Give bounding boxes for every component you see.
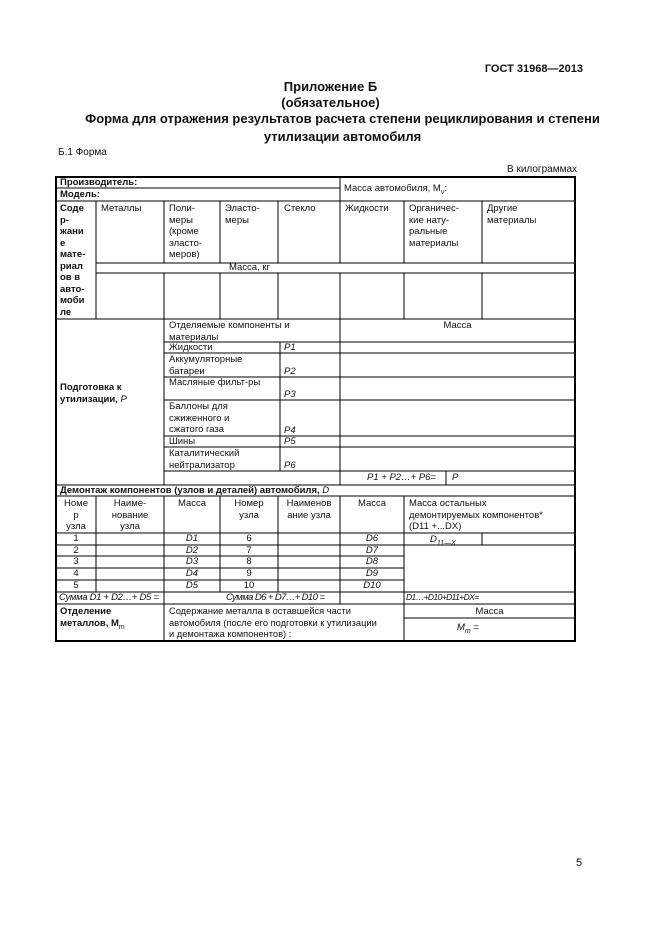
row-2-mass: D2 xyxy=(185,545,199,556)
components-header: Отделяемые компоненты и материалы xyxy=(169,320,290,343)
row-2-number: 2 xyxy=(73,545,79,556)
standard-number: ГОСТ 31968—2013 xyxy=(484,63,583,75)
annex-status: (обязательное) xyxy=(281,95,380,110)
col-polymers: Поли- меры (кроме эласто- меров) xyxy=(169,203,202,260)
other-components-cell: $D_{11—X}$ xyxy=(430,534,456,547)
row-5-number: 5 xyxy=(73,580,79,591)
metal-content-text: Содержание металла в оставшейся части автомобиля (после его подготовки к утилизации и демонтажа компонентов) : xyxy=(169,606,377,639)
mass-kg-label: Масса, кг xyxy=(229,262,270,273)
row-1-number: 1 xyxy=(73,533,79,544)
row-1-mass: D1 xyxy=(185,533,199,544)
row-7-number: 7 xyxy=(246,545,252,556)
col-other: Другие материалы xyxy=(487,203,537,226)
item-fluids: Жидкости xyxy=(169,342,213,353)
col-glass: Стекло xyxy=(284,203,316,214)
form-title-line1: Форма для отражения результатов расчета степени рециклирования и степени xyxy=(85,111,600,126)
manufacturer-label: Производитель: xyxy=(60,177,138,188)
row-3-number: 3 xyxy=(73,556,79,567)
sum-left: Сумма D1 + D2…+ D5 = xyxy=(59,592,159,603)
col-node-name: Наиме- нование узла xyxy=(111,498,149,532)
symbol-p4: P4 xyxy=(284,425,296,436)
row-9-number: 9 xyxy=(246,568,252,579)
dismantling-title: Демонтаж компонентов (узлов и деталей) автомобиля, D xyxy=(60,485,330,496)
col-node-number-2: Номер узла xyxy=(234,498,264,521)
col-metals: Металлы xyxy=(101,203,142,214)
col-elastomers: Эласто- меры xyxy=(225,203,260,226)
pretreatment-mass-header: Масса xyxy=(443,320,472,331)
metal-separation-label: Отделение металлов, $M_m$ xyxy=(60,606,125,631)
symbol-p2: P2 xyxy=(284,366,296,377)
metal-mass-header: Масса xyxy=(475,606,504,617)
col-node-mass: Масса xyxy=(177,498,207,509)
row-9-mass: D9 xyxy=(365,568,379,579)
metal-mass-mm: $M_m$ = xyxy=(457,622,479,635)
pretreatment-sum-formula: P1 + P2…+ P6= xyxy=(367,472,436,483)
symbol-p6: P6 xyxy=(284,460,296,471)
row-5-mass: D5 xyxy=(185,580,199,591)
col-node-number: Номе р узла xyxy=(64,498,88,532)
symbol-p5: P5 xyxy=(284,436,296,447)
col-other-components: Масса остальных демонтируемых компонентов* (D11 +...DX) xyxy=(409,498,543,532)
item-tyres: Шины xyxy=(169,436,196,447)
pretreatment-label: Подготовка к утилизации, P xyxy=(60,382,127,405)
units-note: В килограммах xyxy=(507,164,577,175)
col-fluids: Жидкости xyxy=(345,203,389,214)
row-8-mass: D8 xyxy=(365,556,379,567)
vehicle-mass-label: Масса автомобиля, $M_v$: xyxy=(344,183,447,196)
symbol-p1: P1 xyxy=(284,342,296,353)
row-4-mass: D4 xyxy=(185,568,199,579)
model-label: Модель: xyxy=(60,189,100,200)
row-10-number: 10 xyxy=(243,580,255,591)
row-7-mass: D7 xyxy=(365,545,379,556)
row-3-mass: D3 xyxy=(185,556,199,567)
form-title-line2: утилизации автомобиля xyxy=(263,129,422,144)
page-number: 5 xyxy=(576,857,583,869)
sum-right: Сумма D6 + D7…+ D10 = xyxy=(226,592,325,603)
item-batteries: Аккумуляторные батареи xyxy=(169,354,243,377)
row-6-number: 6 xyxy=(246,533,252,544)
item-catalytic: Каталитический нейтрализатор xyxy=(169,448,240,471)
row-10-mass: D10 xyxy=(363,580,381,591)
annex-title: Приложение Б xyxy=(283,79,378,94)
col-node-name-2: Наименов ание узла xyxy=(286,498,332,521)
item-gas-cylinders: Баллоны для сжиженного и сжатого газа xyxy=(169,401,230,435)
material-content-label: Соде р- жани е мате- риал ов в авто- моби ле xyxy=(60,203,86,318)
col-node-mass-2: Масса xyxy=(357,498,387,509)
sum-total: D1…+D10+D11+DX= xyxy=(406,592,479,602)
section-label: Б.1 Форма xyxy=(58,147,107,158)
symbol-p3: P3 xyxy=(284,389,296,400)
item-oil-filters: Масляные фильт-ры xyxy=(169,377,261,388)
col-organic: Органичес- кие нату- ральные материалы xyxy=(409,203,459,249)
row-4-number: 4 xyxy=(73,568,79,579)
row-6-mass: D6 xyxy=(365,533,379,544)
row-8-number: 8 xyxy=(246,556,252,567)
pretreatment-sum-symbol: P xyxy=(452,472,459,483)
